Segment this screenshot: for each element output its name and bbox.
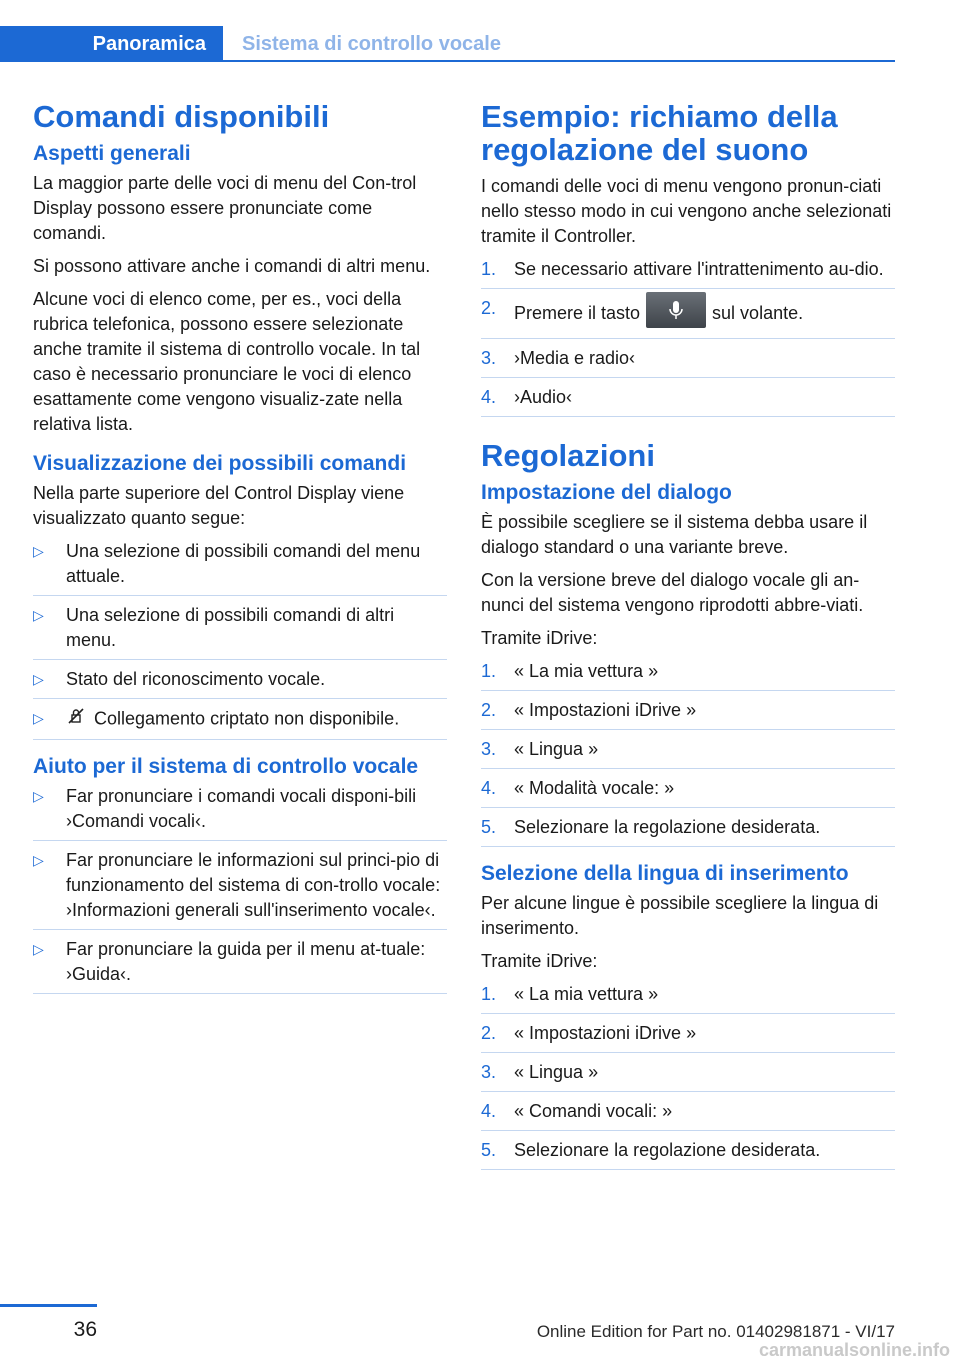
list-item — [481, 776, 895, 808]
list-item-text: ›Media e radio‹ — [514, 348, 636, 368]
left-column — [33, 100, 447, 1001]
list-item-text: Far pronunciare i comandi vocali disponi-bili ›Comandi vocali‹. — [66, 786, 417, 831]
list-item — [33, 848, 447, 930]
list-item-text: « Lingua » — [514, 1062, 599, 1082]
paragraph: Per alcune lingue è possibile scegliere la lingua di inserimento. — [481, 893, 879, 938]
numbered-list — [481, 982, 895, 1170]
tab-panoramica[interactable]: Panoramica — [0, 26, 223, 62]
bullet-list — [33, 539, 447, 740]
step-number: 4. — [481, 1101, 497, 1121]
paragraph: Con la versione breve del dialogo vocale gli an-nunci del sistema vengono riprodotti abbre-viati. — [481, 570, 864, 615]
edition-note: Online Edition for Part no. 01402981871 - VI/17 — [536, 1322, 895, 1341]
section-title-esempio: Esempio: richiamo della regolazione del suono — [481, 99, 838, 167]
list-item-text: Premere il tasto — [514, 302, 641, 323]
list-item — [481, 982, 895, 1014]
triangle-right-icon: ▷ — [33, 671, 44, 687]
step-number: 5. — [481, 1140, 497, 1160]
paragraph: Alcune voci di elenco come, per es., voci della rubrica telefonica, possono essere selezionate anche tramite il sistema di controllo vocale. In tal caso è necessario pronunciare le voci di elenco esattamente come vengono visualiz-zate nella relativa lista. — [33, 289, 421, 434]
list-item-text: Selezionare la regolazione desiderata. — [514, 1140, 821, 1160]
section-title-regolazioni: Regolazioni — [481, 438, 655, 473]
list-item — [481, 346, 895, 378]
paragraph: Tramite iDrive: — [481, 951, 598, 971]
triangle-right-icon: ▷ — [33, 852, 44, 868]
paragraph: Nella parte superiore del Control Display viene visualizzato quanto segue: — [33, 483, 405, 528]
section-title-comandi: Comandi disponibili — [33, 99, 330, 134]
list-item-text: ›Audio‹ — [514, 387, 573, 407]
list-item — [481, 385, 895, 417]
footer-rule — [0, 1304, 97, 1307]
subsection-lingua-inserimento: Selezione della lingua di inserimento — [481, 862, 849, 885]
list-item — [33, 667, 447, 699]
step-number: 4. — [481, 387, 497, 407]
list-item-text: « Lingua » — [514, 739, 599, 759]
list-item — [481, 257, 895, 289]
paragraph: È possibile scegliere se il sistema debba usare il dialogo standard o una variante breve. — [481, 512, 868, 557]
list-item-text: « Modalità vocale: » — [514, 778, 675, 798]
list-item-text: Una selezione di possibili comandi del menu attuale. — [66, 541, 421, 586]
list-item-text: « La mia vettura » — [514, 661, 659, 681]
paragraph: Tramite iDrive: — [481, 628, 598, 648]
paragraph: Si possono attivare anche i comandi di altri menu. — [33, 256, 431, 276]
list-item — [481, 698, 895, 730]
step-number: 2. — [481, 298, 497, 318]
list-item — [33, 784, 447, 841]
list-item — [481, 1060, 895, 1092]
triangle-right-icon: ▷ — [33, 710, 44, 726]
list-item — [481, 1021, 895, 1053]
step-number: 1. — [481, 984, 497, 1004]
watermark: carmanualsonline.info — [758, 1340, 950, 1360]
triangle-right-icon: ▷ — [33, 788, 44, 804]
step-number: 3. — [481, 348, 497, 368]
step-number: 5. — [481, 817, 497, 837]
step-number: 2. — [481, 1023, 497, 1043]
paragraph: I comandi delle voci di menu vengono pronun-ciati nello stesso modo in cui vengono anche selezionati tramite il Controller. — [481, 176, 892, 246]
list-item — [33, 603, 447, 660]
list-item-text: Far pronunciare le informazioni sul princi-pio di funzionamento del sistema di con-trollo vocale: ›Informazioni generali sull'inserimento vocale‹. — [66, 850, 441, 920]
step-number: 2. — [481, 700, 497, 720]
subsection-aiuto: Aiuto per il sistema di controllo vocale — [33, 755, 419, 778]
list-item — [481, 815, 895, 847]
list-item-text: « Impostazioni iDrive » — [514, 700, 697, 720]
list-item-text: « Impostazioni iDrive » — [514, 1023, 697, 1043]
list-item — [481, 659, 895, 691]
subsection-visualizzazione: Visualizzazione dei possibili comandi — [33, 452, 407, 475]
list-item-text: Se necessario attivare l'intrattenimento au-dio. — [514, 259, 884, 279]
list-item — [33, 937, 447, 994]
list-item-text: Stato del riconoscimento vocale. — [66, 669, 326, 689]
list-item — [481, 296, 895, 339]
list-item — [481, 1099, 895, 1131]
list-item — [33, 539, 447, 596]
list-item-text: Far pronunciare la guida per il menu at-tuale: ›Guida‹. — [66, 939, 426, 984]
list-item — [33, 706, 447, 740]
numbered-list — [481, 257, 895, 417]
triangle-right-icon: ▷ — [33, 543, 44, 559]
triangle-right-icon: ▷ — [33, 941, 44, 957]
list-item — [481, 1138, 895, 1170]
subsection-aspetti-generali: Aspetti generali — [33, 142, 191, 165]
microphone-icon — [646, 292, 706, 328]
subsection-impostazione-dialogo: Impostazione del dialogo — [481, 481, 732, 504]
step-number: 3. — [481, 1062, 497, 1082]
list-item-text: « Comandi vocali: » — [514, 1101, 673, 1121]
right-column — [481, 100, 895, 1177]
bullet-list — [33, 784, 447, 994]
list-item-text: sul volante. — [712, 302, 804, 323]
unencrypted-icon — [66, 706, 88, 733]
step-number: 1. — [481, 661, 497, 681]
list-item-text: « La mia vettura » — [514, 984, 659, 1004]
triangle-right-icon: ▷ — [33, 607, 44, 623]
list-item — [481, 737, 895, 769]
paragraph: La maggior parte delle voci di menu del Con-trol Display possono essere pronunciate come comandi. — [33, 173, 417, 243]
list-item-text: Collegamento criptato non disponibile. — [94, 708, 400, 729]
step-number: 4. — [481, 778, 497, 798]
step-number: 3. — [481, 739, 497, 759]
step-number: 1. — [481, 259, 497, 279]
list-item-text: Selezionare la regolazione desiderata. — [514, 817, 821, 837]
numbered-list — [481, 659, 895, 847]
tab-sistema-controllo-vocale[interactable]: Sistema di controllo vocale — [242, 32, 501, 55]
list-item-text: Una selezione di possibili comandi di altri menu. — [66, 605, 395, 650]
page-number: 36 — [73, 1318, 97, 1341]
